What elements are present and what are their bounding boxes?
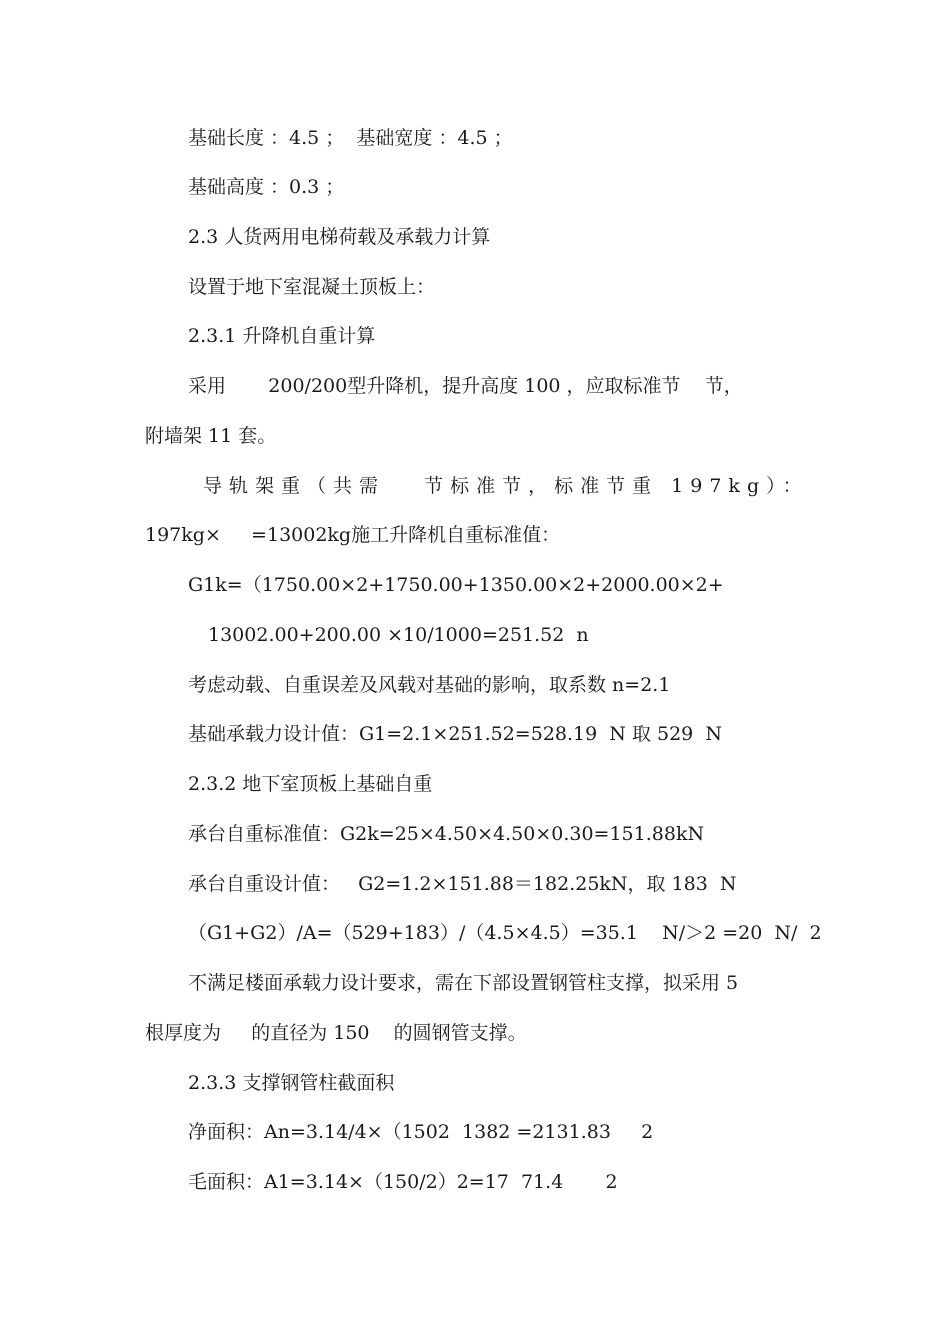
text-line-coefficient: 考虑动载、自重误差及风载对基础的影响，取系数 n=2.1 xyxy=(188,674,671,696)
formula-g1k-part1: G1k=（1750.00×2+1750.00+1350.00×2+2000.00×2+ xyxy=(188,574,724,596)
text-line-self-weight: 197kg× =13002kg施工升降机自重标准值： xyxy=(145,524,561,546)
section-heading-2-3-1: 2.3.1 升降机自重计算 xyxy=(188,325,376,347)
formula-g1-design: 基础承载力设计值：G1=2.1×251.52=528.19 N 取 529 N xyxy=(188,723,722,745)
formula-pressure: （G1+G2）/A=（529+183）/（4.5×4.5）=35.1 N/＞2 =20 N/ 2 xyxy=(188,922,822,944)
section-heading-2-3-2: 2.3.2 地下室顶板上基础自重 xyxy=(188,773,433,795)
text-line-foundation-length: 基础长度 ：4.5 ； 基础宽度 ：4.5 ； xyxy=(188,127,513,149)
formula-g1k-part2: 13002.00+200.00 ×10/1000=251.52 n xyxy=(208,624,589,646)
text-line-lift-model: 采用 200/200型升降机，提升高度 100 ，应取标准节 节， xyxy=(188,375,743,397)
formula-gross-area: 毛面积：A1=3.14×（150/2）2=17 71.4 2 xyxy=(188,1171,618,1193)
text-line-wall-brackets: 附墙架 11 套。 xyxy=(145,425,277,447)
text-line-rail-weight: 导轨架重（共需 节标准节，标准节重 197kg）： xyxy=(203,475,809,497)
text-line-not-satisfied: 不满足楼面承载力设计要求，需在下部设置钢管柱支撑，拟采用 5 xyxy=(188,972,739,994)
text-line-steel-pipe: 根厚度为 的直径为 150 的圆钢管支撑。 xyxy=(145,1022,527,1044)
text-line-foundation-height: 基础高度 ：0.3 ； xyxy=(188,176,345,198)
formula-g2k: 承台自重标准值：G2k=25×4.50×4.50×0.30=151.88kN xyxy=(188,823,705,845)
formula-net-area: 净面积：An=3.14/4×（1502 1382 =2131.83 2 xyxy=(188,1121,654,1143)
formula-g2-design: 承台自重设计值： G2=1.2×151.88＝182.25kN，取 183 N xyxy=(188,873,737,895)
section-heading-2-3-3: 2.3.3 支撑钢管柱截面积 xyxy=(188,1072,395,1094)
section-heading-2-3: 2.3 人货两用电梯荷载及承载力计算 xyxy=(188,226,491,248)
text-line-location: 设置于地下室混凝土顶板上： xyxy=(188,276,436,298)
